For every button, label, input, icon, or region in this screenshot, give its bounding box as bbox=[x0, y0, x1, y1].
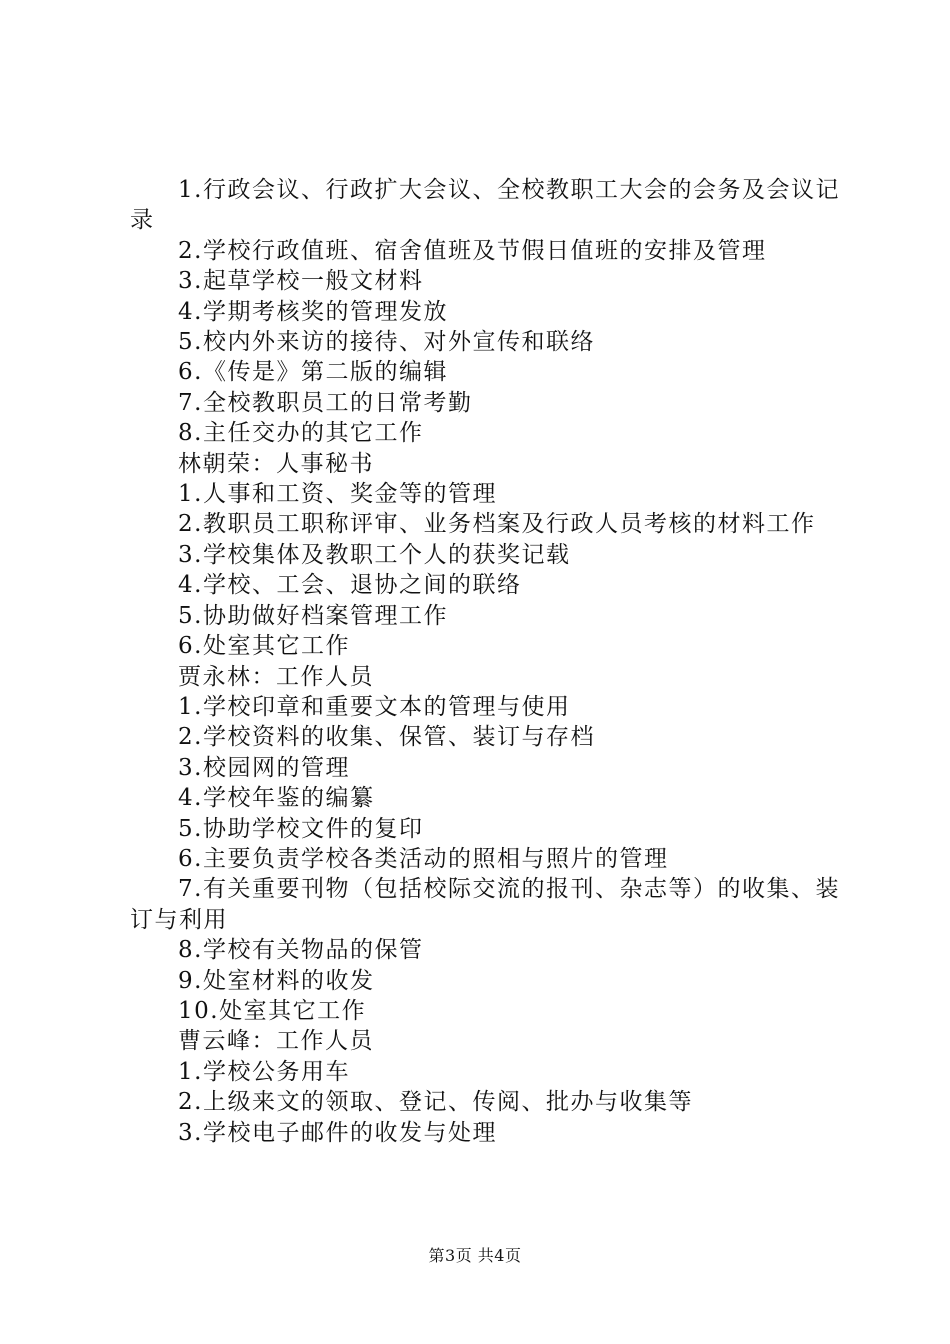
paragraph: 3.学校集体及教职工个人的获奖记载 bbox=[178, 541, 571, 568]
paragraph: 1.人事和工资、奖金等的管理 bbox=[178, 481, 497, 508]
paragraph: 3.校园网的管理 bbox=[178, 754, 350, 781]
paragraph: 4.学校、工会、退协之间的联络 bbox=[178, 572, 522, 599]
page-number-footer: 第3页 共4页 bbox=[428, 1246, 522, 1265]
paragraph: 3.起草学校一般文材料 bbox=[178, 268, 424, 295]
paragraph: 6.处室其它工作 bbox=[178, 633, 350, 660]
paragraph: 2.教职员工职称评审、业务档案及行政人员考核的材料工作 bbox=[178, 511, 816, 538]
paragraph: 10.处室其它工作 bbox=[178, 997, 367, 1024]
document-body bbox=[130, 175, 850, 1148]
paragraph: 2.学校行政值班、宿舍值班及节假日值班的安排及管理 bbox=[178, 237, 767, 264]
paragraph: 8.主任交办的其它工作 bbox=[178, 420, 424, 447]
paragraph: 4.学校年鉴的编纂 bbox=[178, 785, 375, 812]
section-heading: 贾永林：工作人员 bbox=[178, 663, 374, 690]
paragraph: 1.行政会议、行政扩大会议、全校教职工大会的会务及会议记录 bbox=[130, 177, 840, 234]
paragraph: 8.学校有关物品的保管 bbox=[178, 937, 424, 964]
paragraph: 7.全校教职员工的日常考勤 bbox=[178, 389, 473, 416]
section-heading: 曹云峰：工作人员 bbox=[178, 1028, 374, 1055]
paragraph: 1.学校公务用车 bbox=[178, 1058, 350, 1085]
section-heading: 林朝荣：人事秘书 bbox=[178, 450, 374, 477]
paragraph: 5.协助做好档案管理工作 bbox=[178, 602, 448, 629]
paragraph: 5.校内外来访的接待、对外宣传和联络 bbox=[178, 329, 595, 356]
paragraph: 1.学校印章和重要文本的管理与使用 bbox=[178, 693, 571, 720]
paragraph: 5.协助学校文件的复印 bbox=[178, 815, 424, 842]
paragraph: 2.学校资料的收集、保管、装订与存档 bbox=[178, 724, 595, 751]
paragraph: 6.主要负责学校各类活动的照相与照片的管理 bbox=[178, 845, 669, 872]
paragraph: 9.处室材料的收发 bbox=[178, 967, 375, 994]
paragraph: 7.有关重要刊物（包括校际交流的报刊、杂志等）的收集、装订与利用 bbox=[130, 876, 840, 933]
paragraph: 4.学期考核奖的管理发放 bbox=[178, 298, 448, 325]
paragraph: 6.《传是》第二版的编辑 bbox=[178, 359, 448, 386]
paragraph: 3.学校电子邮件的收发与处理 bbox=[178, 1119, 497, 1146]
paragraph: 2.上级来文的领取、登记、传阅、批办与收集等 bbox=[178, 1089, 693, 1116]
